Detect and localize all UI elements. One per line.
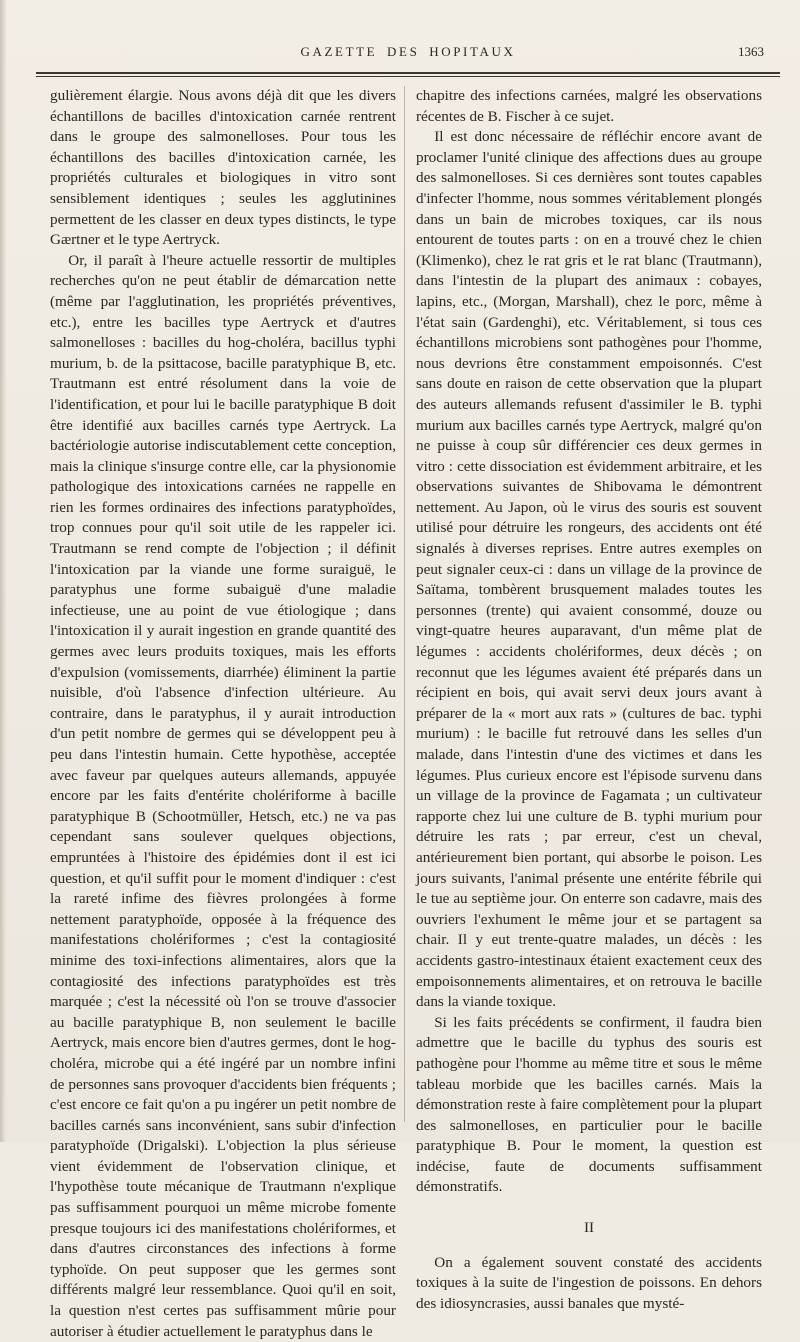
- paragraph: gulièrement élargie. Nous avons déjà dit que les divers échantillons de bacilles d'intoxication carnée rentrent dans le groupe des salmonelloses. Pour tous les échantillons des bacilles d'intoxication carnée, les propriétés culturales et biologiques in vitro sont sensiblement identiques ; seules les agglutinines permettent de les classer en deux types distincts, le type Gærtner et le type Aertryck.: [50, 87, 396, 249]
- header-rule-thick: [36, 72, 780, 74]
- section-number: II: [583, 1219, 595, 1237]
- paragraph: Or, il paraît à l'heure actuelle ressortir de multiples recherches qu'on ne peut établir de démarcation nette (même par l'agglutination, les propriétés préventives, etc.), entre les bacilles type Aertryck et d'autres salmonelloses : bacilles du hog-choléra, bacillus typhi murium, b. de la psittacose, bacille paratyphique B, etc. Trautmann est entré résolument dans la voie de l'identification, et pour lui le bacille paratyphique B doit être identifié aux bacilles carnés type Aertryck. La bactériologie autorise indiscutablement cette conception, mais la clinique s'insurge contre elle, car la physionomie pathologique des intoxications carnées ne rappelle en rien les formes ordinaires des infections paratyphoïdes, trop connues pour qu'il soit utile de les rappeler ici. Trautmann se rend compte de l'objection ; il définit l'intoxication par la viande une forme suraiguë, le paratyphus une forme subaiguë d'une maladie infectieuse, une au point de vue étiologique ; dans l'intoxication il y aurait ingestion en grande quantité des germes avec leurs produits toxiques, mais les efforts d'expulsion (vomissements, diarrhée) éliminent la partie nuisible, d'où l'absence d'infection ultérieure. Au contraire, dans le paratyphus, il y aurait introduction d'un petit nombre de germes qui se développent peu à peu dans l'intestin humain. Cette hypothèse, acceptée avec faveur par quelques auteurs allemands, appuyée encore par les faits d'entérite cholériforme à bacille paratyphique B (Schootmüller, Hetsch, etc.) ne va pas cependant sans soulever quelques objections, empruntées à l'histoire des épidémies dont il est ici question, et qu'il suffit pour le moment d'indiquer : c'est la rareté infime des fièvres prolongées à forme nettement paratyphoïde, opposée à la fréquence des manifestations cholériformes ; c'est la contagiosité minime des toxi-infections alimentaires, alors que la contagiosité des infections paratyphoïdes est très marquée ; c'est la nécessité où l'on se trouve d'associer au bacille paratyphique B, non seulement le bacille Aertryck, mais encore bien d'autres germes, dont le hog-choléra, microbe qui a été ingéré par un nombre infini de personnes sans provoquer d'accidents bien fréquents ; c'est encore ce fait qu'on a pu ingérer un petit nombre de bacilles carnés sans inconvénient, sans subir d'infection paratyphoïde (Drigalski). L'objection la plus sérieuse vient évidemment de l'observation clinique, et l'hypothèse toute mécanique de Trautmann n'explique pas suffisamment pourquoi un même microbe fomente presque toujours ici des manifestations cholériformes, et dans d'autres circonstances des infections à forme typhoïde. On peut supposer que les germes sont différents malgré leur ressemblance. Quoi qu'il en soit, la question n'est certes pas suffisamment mûrie pour autoriser à étudier actuellement le paratyphus dans le: [50, 251, 396, 1340]
- left-column: [50, 86, 396, 1342]
- paragraph: On a également souvent constaté des accidents toxiques à la suite de l'ingestion de poissons. En dehors des idiosyncrasies, aussi banales que mysté-: [416, 1253, 762, 1312]
- paragraph: Il est donc nécessaire de réfléchir encore avant de proclamer l'unité clinique des affections dues au groupe des salmonelloses. Si ces dernières sont toutes capables d'infecter l'homme, nous sommes véritablement plongés dans un bain de microbes toxiques, car ils nous entourent de toutes parts : on en a trouvé chez le chien (Klimenko), chez le rat gris et le rat blanc (Trautmann), dans l'intestin de la plupart des animaux : cobayes, lapins, etc., (Morgan, Marshall), chez le porc, même à l'état sain (Gardenghi), etc. Véritablement, si tous ces échantillons microbiens sont pathogènes pour l'homme, nous devrions être constamment empoisonnés. C'est sans doute en raison de cette observation que la plupart des auteurs allemands refusent d'assimiler le B. typhi murium aux bacilles carnés type Aertryck, malgré qu'on ne puisse à coup sûr différencier ces deux germes in vitro : cette dissociation est évidemment arbitraire, et les observations suivantes de Shibovama le démontrent nettement. Au Japon, où le virus des souris est souvent utilisé pour détruire les rongeurs, des accidents ont été signalés à diverses reprises. Entre autres exemples on peut signaler ceux-ci : dans un village de la province de Saïtama, tombèrent brusquement malades toutes les personnes (trente) qui avaient consommé, douze ou vingt-quatre heures auparavant, d'un même plat de légumes : accidents cholériformes, deux décès ; on reconnut que les légumes avaient été préparés dans un récipient en bois, qui avait servi deux jours avant à préparer de la « mort aux rats » (cultures de bac. typhi murium) : le bacille fut retrouvé dans les selles d'un malade, dans l'intestin d'une des victimes et dans les légumes. Plus curieux encore est l'épisode survenu dans un village de la province de Fagamata ; un cultivateur rapporte chez lui une culture de B. typhi murium pour détruire les rats ; par erreur, c'est un cheval, antérieurement bien portant, qui absorbe le poison. Les jours suivants, l'animal présente une entérite fébrile qui le tue au septième jour. On enterre son cadavre, mais des ouvriers l'exhument le même jour et se partagent sa chair. Il y eut trente-quatre malades, un décès : les accidents gastro-intestinaux étaient exactement ceux des empoisonnements alimentaires, et on retrouva le bacille dans la viande toxique.: [416, 128, 762, 1011]
- right-column: [416, 86, 762, 1314]
- paragraph: chapitre des infections carnées, malgré les observations récentes de B. Fischer à ce sujet.: [416, 87, 762, 125]
- header-rule-thin: [36, 76, 780, 77]
- paragraph: Si les faits précédents se confirment, il faudra bien admettre que le bacille du typhus des souris est pathogène pour l'homme au même titre et sous le même tableau morbide que les bacilles carnés. Mais la démonstration reste à faire complètement pour la plupart des salmonelloses, en particulier pour le bacille paratyphique B. Pour le moment, la question est indécise, faute de documents suffisamment démonstratifs.: [416, 1013, 762, 1196]
- page-header: [36, 44, 780, 68]
- page-edge-shadow: [0, 0, 6, 1142]
- page-number: 1363: [738, 44, 764, 59]
- running-title: GAZETTE DES HOPITAUX: [300, 44, 516, 59]
- column-divider: [404, 86, 405, 1122]
